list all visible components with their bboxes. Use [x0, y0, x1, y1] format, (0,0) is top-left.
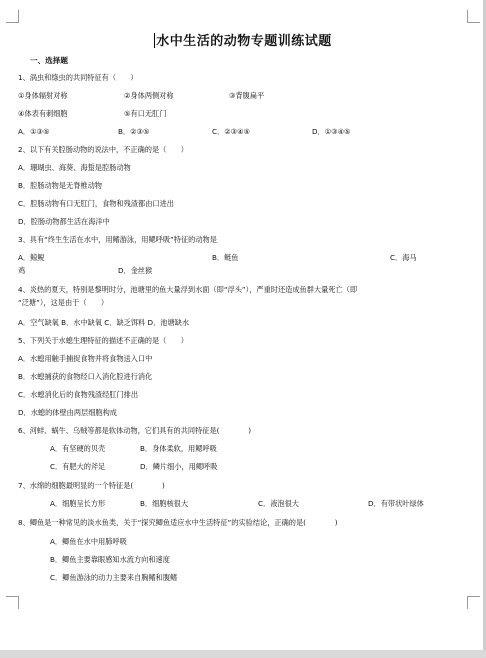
q7-option-a: A．细胞呈长方形 [50, 499, 106, 508]
q2-option-b: B．腔肠动物是无脊椎动物 [18, 181, 102, 190]
page-corner-mark [6, 10, 19, 23]
question-4-stem-line-1: 4、炎热的夏天，特别是黎明时分，池塘里的鱼大量浮到水面（即“浮头”），严重时还造成鱼群大量死亡（即 [18, 285, 358, 294]
q2-option-d: D．腔肠动物都生活在海洋中 [18, 217, 110, 226]
q1-option-d: D．①③④⑤ [312, 127, 351, 136]
q1-statement-2: ②身体两侧对称 [124, 91, 174, 100]
q8-option-c: C．鲫鱼游泳的动力主要来自胸鳍和腹鳍 [50, 573, 178, 582]
q7-option-d: D．有带状叶绿体 [368, 499, 424, 508]
q1-statement-1: ①身体辐射对称 [18, 91, 68, 100]
q3-option-b: B．鲢鱼 [212, 253, 239, 262]
q5-option-c: C．水螅消化后的食物残渣经肛门排出 [18, 390, 139, 399]
q3-option-c-wrap: 鸡 [18, 266, 26, 275]
title-text: 水中生活的动物专题训练试题 [156, 34, 332, 49]
q6-option-c: C．有肥大的斧足 [50, 462, 106, 471]
q6-option-d: D．鳞片细小，用鳃呼吸 [140, 462, 218, 471]
q3-option-d: D．金丝猴 [118, 266, 153, 275]
q5-option-d: D．水螅的体壁由两层细胞构成 [18, 408, 117, 417]
page-corner-mark [6, 596, 19, 609]
q2-option-c: C．腔肠动物有口无肛门，食物和残渣都由口进出 [18, 199, 174, 208]
q4-options: A．空气缺氧 B．水中缺氧 C．缺乏饵料 D．池塘缺水 [18, 318, 190, 327]
q2-option-a: A．珊瑚虫、海葵、海蜇是腔肠动物 [18, 163, 131, 172]
q1-statement-5: ⑤有口无肛门 [124, 109, 167, 118]
page-corner-mark [467, 10, 480, 23]
q3-option-a: A．鲸鲵 [18, 253, 45, 262]
q6-option-b: B．身体柔软，用鳃呼吸 [140, 444, 217, 453]
document-title [0, 30, 486, 49]
question-1-stem: 1、涡虫和绦虫的共同特征有（ ） [18, 73, 138, 82]
q5-option-b: B．水螅捕获的食物经口入消化腔进行消化 [18, 372, 153, 381]
q1-option-b: B．②③⑤ [118, 127, 150, 136]
q8-option-b: B．鲫鱼主要靠眼感知水流方向和速度 [50, 555, 170, 564]
question-6-stem: 6、河蚌、蜗牛、乌贼等都是软体动物，它们具有的共同特征是( ) [18, 426, 251, 435]
q1-option-a: A．①③⑤ [18, 127, 50, 136]
q1-option-c: C．②③④⑤ [212, 127, 250, 136]
section-heading: 一、选择题 [30, 56, 68, 65]
q7-option-b: B．细胞核很大 [140, 499, 189, 508]
page-corner-mark [467, 596, 480, 609]
q1-statement-4: ④体表有刺细胞 [18, 109, 68, 118]
question-2-stem: 2、以下有关腔肠动物的说法中，不正确的是（ ） [18, 145, 188, 154]
q1-statement-3: ③背腹扁平 [229, 91, 265, 100]
q3-option-c: C．海马 [390, 253, 417, 262]
question-3-stem: 3、具有“终生生活在水中，用鳍游泳，用鳃呼吸”特征的动物是 [18, 235, 217, 244]
horizontal-scrollbar[interactable] [0, 650, 486, 658]
question-4-stem-line-2: “泛塘”），这是由于（ ） [18, 298, 109, 307]
q7-option-c: C．液泡很大 [258, 499, 299, 508]
q6-option-a: A．有坚硬的贝壳 [50, 444, 106, 453]
question-5-stem: 5、下列关于水螅生理特征的描述不正确的是（ ） [18, 336, 188, 345]
q5-option-a: A．水螅用触手捕捉食物并将食物送入口中 [18, 354, 153, 363]
question-7-stem: 7、水绵的细胞最明显的一个特征是( ) [18, 481, 165, 490]
question-8-stem: 8、鲫鱼是一种常见的淡水鱼类，关于“探究鲫鱼适应水中生活特征”的实验结论，正确的是( ) [18, 518, 338, 527]
q8-option-a: A．鲫鱼在水中用肺呼吸 [50, 537, 127, 546]
